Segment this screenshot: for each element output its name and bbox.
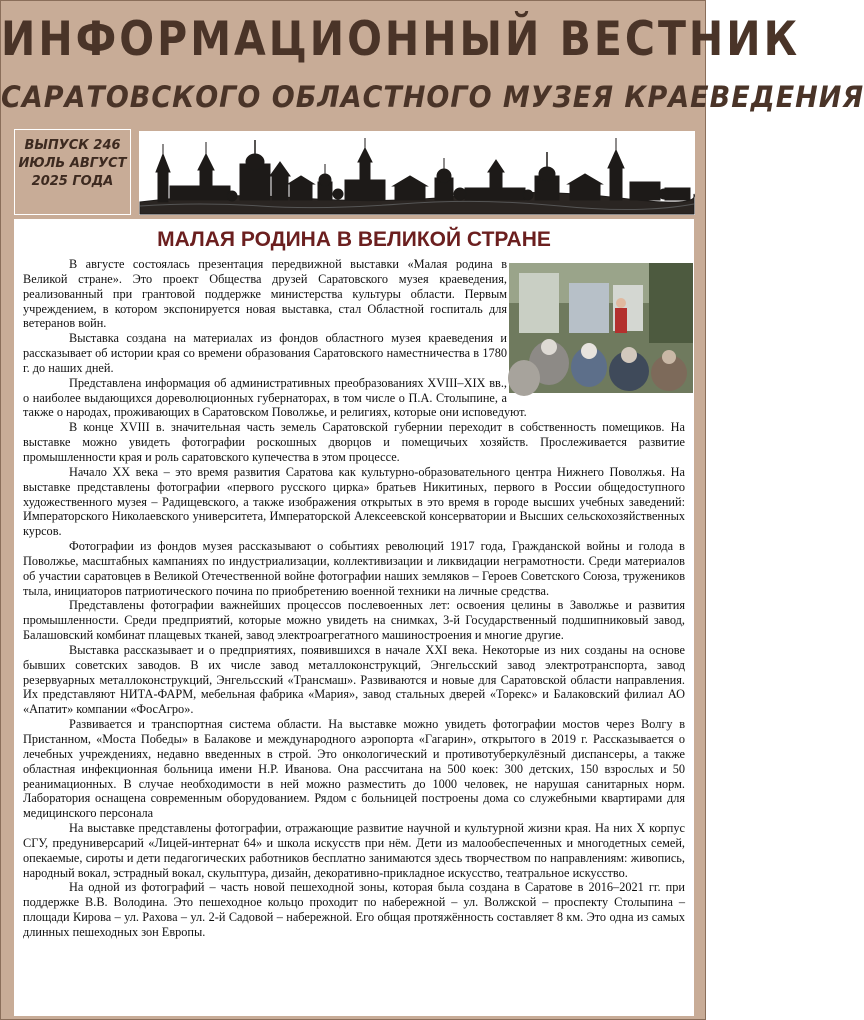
paragraph-5: Начало XX века – это время развития Саратова как культурно-образовательного центра Нижнего Поволжья. На выставке представлены фотографии «первого русского цирка» братьев Никитиных, первого в России общедоступного художественного музея – Радищевского, а также изображения открытых в это время в городе высших учебных заведений: Императорского Николаевского университета, Императорской Алексеевской консерватории и Высших сельскохозяйственных курсов.	[23, 464, 685, 539]
city-skyline-illustration	[139, 131, 695, 215]
skyline-drawing	[140, 132, 694, 214]
article-area	[14, 219, 694, 1016]
paragraph-4: В конце XVIII в. значительная часть земель Саратовской губернии переходит в собственность помещиков. На выставке можно увидеть фотографии роскошных дворцов и помещичьих хозяйств. Прослеживается развитие промышленности края и роль саратовского купечества в этом процессе.	[23, 420, 685, 464]
masthead	[1, 1, 864, 127]
issue-info-box	[14, 129, 131, 215]
paragraph-8: Выставка рассказывает и о предприятиях, появившихся в начале XXI века. Некоторые из них созданы на основе бывших советских заводов. В их числе завод металлоконструкций, Энгельсский завод электротранспорта, завод резервуарных металлоконструкций, Энгельсский «Трансмаш». Развиваются и новые для Саратовской области направления. Их представляют НИТА-ФАРМ, мебельная фабрика «Мария», завод стальных дверей «Торекс» и Балаковский филиал АО «Апатит» компании «ФосАгро».	[23, 642, 685, 717]
article-headline: МАЛАЯ РОДИНА В ВЕЛИКОЙ СТРАНЕ	[157, 228, 551, 251]
paragraph-9: Развивается и транспортная система области. На выставке можно увидеть фотографии мостов через Волгу в Пристанном, «Моста Победы» в Балакове и международного аэропорта «Гагарин», открытого в 2019 г. Рассказывается о лечебных учреждениях, недавно введенных в строй. Это онкологический и противотуберкулёзный диспансеры, а также областная инфекционная больница имени Н.Р. Иванова. Она рассчитана на 500 коек: 300 детских, 150 взрослых и 50 реанимационных. В случае необходимости в ней можно разместить до 1000 человек, не нарушая санитарных норм. Лаборатория оснащена современным оборудованием. Рядом с больницей построены дома со служебными квартирами для медицинского персонала	[23, 717, 685, 821]
issue-year: 2025 ГОДА	[31, 174, 114, 189]
paragraph-3: Представлена информация об административных преобразованиях XVIII–XIX вв., о наиболее выдающихся дореволюционных губернаторах, в том числе о П.А. Столыпине, а также о народах, проживающих в Саратовском Поволжье, и религиях, которые они исповедуют.	[23, 375, 527, 420]
issue-number: ВЫПУСК 246	[24, 138, 121, 153]
paragraph-1: В августе состоялась презентация передвижной выставки «Малая родина в Великой стране». Это проект Общества друзей Саратовского музея краеведения, реализованный при грантовой поддержке министерства культуры области. Первым учреждением, в котором экспонируется новая выставка, стал Областной госпиталь для ветеранов войн.	[23, 257, 507, 331]
newsletter-subtitle: САРАТОВСКОГО ОБЛАСТНОГО МУЗЕЯ КРАЕВЕДЕНИЯ	[1, 80, 864, 115]
paragraph-2: Выставка создана на материалах из фондов областного музея краеведения и рассказывает об истории края со времени образования Саратовского наместничества в 1780 г. до наших дней.	[23, 331, 507, 375]
newsletter-title: ИНФОРМАЦИОННЫЙ ВЕСТНИК	[1, 11, 801, 67]
paragraph-7: Представлены фотографии важнейших процессов послевоенных лет: освоения целины в Заволжье и развития промышленности. Среди предприятий, которые можно увидеть на снимках, 3-й Государственный подшипниковый завод, Балашовский комбинат плащевых тканей, завод электроагрегатного машиностроения и многие другие.	[23, 598, 685, 643]
photo-text-wrap-space	[507, 257, 685, 397]
paragraph-11: На одной из фотографий – часть новой пешеходной зоны, которая была создана в Саратове в 2016–2021 гг. при поддержке В.В. Володина. Это пешеходное кольцо проходит по набережной – ул. Волжской – проспекту Столыпина – площади Кирова – ул. Рахова – ул. 2-й Садовой – набережной. Его общая протяжённость составляет 8 км. Это одна из самых длинных пешеходных зон Европы.	[23, 880, 685, 939]
paragraph-6: Фотографии из фондов музея рассказывают о событиях революций 1917 года, Гражданской войны и голода в Поволжье, масштабных кампаниях по индустриализации, коллективизации и ликвидации неграмотности. Среди материалов об участии саратовцев в Великой Отечественной войне фотографии наших земляков – Героев Советского Союза, тружеников тыла, инициаторов патриотического почина по приобретению военной техники на личные средства.	[23, 539, 685, 598]
article-body	[23, 257, 685, 940]
paragraph-10: На выставке представлены фотографии, отражающие развитие научной и культурной жизни края. На них Х корпус СГУ, предуниверсарий «Лицей-интернат 64» и школа искусств при нём. Дети из малообеспеченных и многодетных семей, опекаемые, сироты и дети педагогических работников бесплатно занимаются здесь творчеством по направлениям: живопись, народный вокал, эстрадный вокал, скульптура, дизайн, декоративно-прикладное искусство, театральное искусство.	[23, 821, 685, 880]
issue-months: ИЮЛЬ АВГУСТ	[18, 156, 127, 171]
